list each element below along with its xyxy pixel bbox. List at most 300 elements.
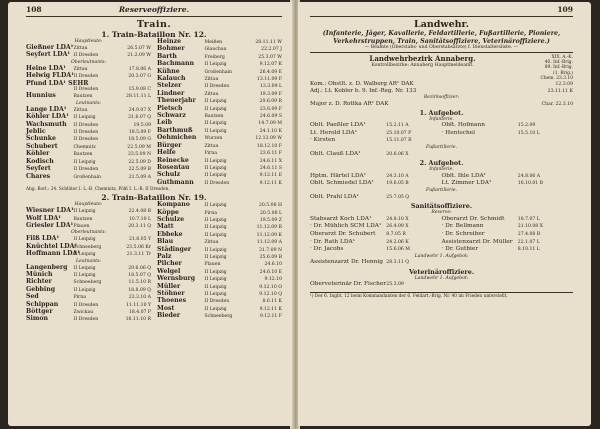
footnote: ¹) Der 6. Ingbt. 12 beim Kommandanten der 6. Feldart.-Brig. Nr. 40 im Frieden unterstellt.: [310, 292, 573, 299]
officer-cell: [442, 122, 574, 130]
officer-location: Plauen: [73, 223, 90, 229]
officer-name: Reinecke: [157, 156, 189, 164]
bezirk-header: [310, 55, 573, 81]
officer-row: [310, 180, 573, 188]
landwehr-title: Landwehr.: [414, 19, 469, 30]
officer-date: 24.6.11 S: [259, 165, 282, 171]
officer-location: Pirna: [204, 210, 217, 216]
officer-date: 21.5.09 A: [128, 174, 151, 180]
rank-heading: Hauptleute:: [74, 202, 103, 208]
officer-location: II Leipzig: [204, 292, 227, 297]
officer-location: II Dresden: [73, 53, 99, 59]
officer-name: Oberveterinär Dr. Fischer: [310, 281, 387, 288]
officer-name: Bürger: [157, 141, 182, 149]
officer-location: II Leipzig: [204, 269, 227, 275]
officer-name: Kompano: [157, 201, 190, 209]
officer-name: Griesler LDA¹: [26, 221, 74, 229]
officer-date: 31.7.09 N: [258, 247, 282, 253]
officer-cell: [310, 151, 442, 159]
officer-name: Schulz: [157, 171, 181, 179]
officer-name: Oblt. Prahl LDA¹: [310, 193, 359, 200]
officer-name: Oberarzt Dr. Schubert: [310, 230, 376, 237]
unit-column: [26, 202, 151, 324]
block-subheading: Infanterie.: [429, 116, 454, 122]
officer-location: II Leipzig: [204, 225, 227, 231]
officer-name: Assistenzarzt Dr. Müller: [441, 238, 513, 245]
officer-location: II Leipzig: [204, 284, 227, 290]
officer-date: 19.5.09: [133, 122, 151, 128]
officer-date: 28.11.11 L: [126, 94, 151, 100]
officer-name: Leib: [157, 119, 172, 127]
officer-date: 19.5.09 Z: [259, 217, 282, 223]
officer-location: II Leipzig: [73, 265, 96, 271]
block-subheading: Fußartillerie.: [426, 144, 457, 150]
officer-name: Stöhner: [157, 290, 185, 297]
officer-date: 15.2.09: [517, 123, 536, 129]
officer-name: Palz: [157, 252, 172, 260]
officer-location: Chemnitz: [73, 144, 96, 150]
officer-date: 19.6.05 B: [386, 181, 409, 187]
officer-date: 24.8.10 X: [386, 216, 409, 222]
officer-date: 8.7.05 R: [386, 231, 406, 237]
officer-location: Zittau: [73, 46, 88, 51]
officer-name: · Dr. Rath LDA¹: [310, 238, 356, 245]
officer-name: · Kirsten: [310, 137, 336, 144]
unit-title: 1. Train-Bataillon Nr. 12.: [101, 30, 207, 39]
left-page-number: 108: [26, 5, 42, 14]
landwehr-subtitle: (Infanterie, Jäger, Kavallerie, Feldartillerie, Fußartillerie, Pioniere, Verkehrstruppen, Train, Sanitätsoffiziere, Veterinäroffiziere.): [322, 30, 561, 45]
officer-name: Oberarzt Dr. Schmidt: [441, 215, 505, 222]
officer-location: Glauchau: [204, 47, 227, 53]
officer-name: Most: [157, 304, 175, 312]
officer-name: Heinze: [157, 38, 182, 45]
officer-row: [310, 194, 573, 202]
officer-row: [310, 122, 573, 130]
officer-name: Städinger: [157, 245, 192, 253]
officer-cell: [310, 246, 442, 254]
officer-row: [26, 251, 151, 258]
officer-name: Schunke: [26, 135, 56, 143]
left-running-head: [26, 5, 282, 15]
officer-date: 25.3.09: [386, 282, 404, 288]
officer-row: [310, 137, 573, 145]
officer-name: Assistenzarzt Dr. Hennig: [310, 259, 383, 266]
officer-date: 28.11.11 W: [255, 40, 282, 45]
officer-location: II Leipzig: [204, 106, 227, 112]
officer-name: Schubert: [26, 142, 58, 150]
officer-date: 9.12.10: [264, 277, 282, 283]
officer-row: [310, 239, 573, 247]
officer-name: Helfe: [157, 149, 176, 157]
officer-location: II Dresden: [73, 122, 99, 128]
officer-location: II Dresden: [73, 130, 99, 136]
officer-row: [310, 151, 573, 159]
officer-date: 24.2.06 K: [386, 239, 409, 245]
officer-location: II Leipzig: [204, 277, 227, 283]
officer-name: Simon: [26, 315, 48, 323]
officer-location: II Leipzig: [204, 165, 227, 171]
officer-date: 23.6.09 F: [259, 106, 282, 112]
officer-location: Zittau: [73, 66, 88, 72]
officer-row: [310, 281, 573, 289]
officer-name: Seyfert LDA¹: [26, 51, 71, 59]
officer-date: 18.5.09 G: [128, 137, 151, 143]
officer-name: Gießner LDA¹: [26, 44, 74, 51]
rank-heading: Hauptleute:: [74, 39, 103, 44]
officer-cell: [442, 130, 574, 138]
officer-date: 22.1.07 L: [517, 239, 540, 245]
officer-name: Sed: [26, 293, 39, 301]
officer-name: Schippan: [26, 300, 59, 308]
officer-cell: [310, 259, 442, 267]
officer-location: Schneeberg: [73, 244, 102, 250]
unit-columns: [26, 202, 282, 324]
bezirk-side-info: [535, 55, 573, 81]
officer-name: Oblt. Schmiedel LDA¹: [310, 180, 374, 187]
officer-cell: [442, 246, 574, 254]
officer-date: 24.6.09 S: [259, 114, 282, 120]
officer-name: Lt. Zimmer LDA¹: [441, 180, 492, 187]
officer-location: Bautzen: [73, 94, 93, 100]
officer-name: Oblt. Ihle LDA¹: [441, 172, 486, 179]
officer-name: · Dr. Gutbier: [441, 246, 479, 253]
left-running-title: Reserveoffiziere.: [118, 5, 190, 14]
right-head-rule: [310, 16, 573, 17]
officer-date: 9.12.11 K: [259, 306, 282, 312]
officer-name: Oehmichen: [157, 134, 197, 142]
officer-date: 20.3.07 G: [128, 74, 151, 80]
officer-name: Welgel: [157, 267, 181, 275]
block-subheading: Infanterie.: [429, 167, 454, 173]
officer-name: Knüchtel LDA¹: [26, 242, 78, 250]
officer-date: 15.5.10 L: [517, 130, 540, 136]
officer-location: Bautzen: [73, 152, 93, 158]
officer-location: Pirna: [204, 151, 217, 157]
officer-name: Schwarz: [157, 112, 186, 120]
officer-location: II Leipzig: [204, 62, 227, 68]
bezirksoffizier-line: Major z. D. Rottka AR¹ DAK Char. 22.3.10: [310, 100, 573, 107]
officer-location: II Dresden: [73, 137, 99, 143]
officer-date: 14.7.09 M: [258, 121, 282, 127]
unit-columns: [26, 39, 282, 187]
officer-row: [157, 217, 282, 224]
officer-date: 21.3.11 Tr: [126, 252, 151, 258]
officer-name: Wernsburg: [157, 275, 196, 283]
officer-cell: [442, 216, 574, 224]
officer-date: 16.11.10 R: [125, 317, 151, 323]
officer-date: 15.6.06 M: [386, 247, 410, 253]
officer-location: Pirna: [73, 295, 86, 301]
officer-date: 22.5.09 M: [127, 144, 151, 150]
officer-name: Jeblic: [26, 128, 46, 136]
officer-name: Barth: [157, 52, 177, 60]
officer-name: Münich: [26, 270, 53, 278]
officer-name: Thoenes: [157, 297, 187, 305]
kom-line: Kom.: Obstlt. z. D. Walberg AR¹ DAK 12.3.09: [310, 81, 573, 88]
bezirk-side-line: 40. Inf.-Brig.: [544, 60, 573, 66]
officer-location: II Leipzig: [73, 272, 96, 278]
officer-date: 23.3.10 A: [128, 295, 151, 301]
officer-name: Guthmann: [157, 178, 194, 186]
officer-date: 19.3.09 F: [259, 91, 282, 97]
officer-date: 13.3.09 L: [259, 84, 282, 90]
officer-location: II Dresden: [73, 74, 99, 80]
rank-heading: Leutnants:: [76, 258, 101, 264]
officer-name: Stabsarzt Koch LDA¹: [310, 215, 372, 222]
officer-date: 11.11.10 Y: [126, 302, 151, 308]
left-units: [26, 30, 282, 324]
officer-cell: [310, 180, 442, 188]
left-page: [8, 2, 292, 426]
officer-date: 18.7.07 L: [517, 216, 540, 222]
officer-name: Stelzer: [157, 82, 182, 90]
officer-date: 9.12.10 O: [259, 284, 282, 290]
officer-name: Böttger: [26, 308, 53, 315]
officer-row: [157, 232, 282, 239]
officer-date: 21.6.07 Q: [128, 115, 151, 121]
officer-name: · Hentschel: [441, 129, 475, 136]
officer-date: 11.5.10 R: [128, 280, 151, 286]
officer-name: Richter: [26, 278, 52, 286]
block-subheading: Landwehr 1. Aufgebot:: [414, 275, 469, 281]
officer-row: [310, 231, 573, 239]
officer-date: 26.4.09 X: [386, 224, 409, 230]
officer-date: 18.5.07 Q: [128, 272, 151, 278]
officer-cell: [442, 223, 574, 231]
officer-date: 24.3.10 A: [386, 173, 409, 179]
adj-line: Adj.: Lt. Kobler b. 9. Inf.-Reg. Nr. 133 23.11.11 K: [310, 88, 573, 95]
officer-row: [157, 247, 282, 254]
officer-date: 9.12.07 K: [259, 62, 282, 68]
officer-date: 8.6.11 K: [262, 299, 282, 305]
officer-name: Kodisch: [26, 157, 54, 165]
officer-row: [26, 93, 151, 100]
officer-name: · Dr. Jacobs: [310, 246, 344, 253]
officer-date: 23.5.09 N: [127, 152, 151, 158]
right-page: [298, 2, 591, 426]
right-mid-rule: [310, 52, 573, 53]
officer-row: [26, 316, 151, 323]
officer-date: 10.7.10 L: [128, 216, 151, 222]
officer-name: Hptm. Härtel LDA¹: [310, 172, 367, 179]
officer-row: [26, 174, 151, 181]
officer-date: 20.5.08 L: [259, 210, 282, 216]
officer-name: Lange LDA¹: [26, 105, 67, 113]
officer-date: 13.11.09 F: [256, 77, 282, 83]
officer-date: 21.2.09 W: [127, 53, 151, 59]
left-head-rule: [26, 16, 282, 17]
officer-name: Kühne: [157, 67, 180, 75]
rank-heading: Oberleutnants:: [70, 230, 107, 236]
officer-date: 11.12.09 K: [256, 232, 282, 238]
block-heading: Sanitätsoffiziere.: [410, 202, 473, 211]
officer-location: II Leipzig: [204, 247, 227, 253]
unit-column: [157, 39, 282, 187]
officer-cell: [310, 130, 442, 138]
officer-location: Plauen: [204, 262, 221, 268]
officer-date: 27.4.08 R: [517, 231, 541, 237]
officer-location: II Leipzig: [73, 287, 96, 293]
officer-name: Chares: [26, 172, 51, 180]
officer-date: 24.9.07 X: [128, 107, 151, 113]
officer-name: Pfund LDA¹ SEHR: [26, 79, 89, 87]
officer-name: Köhler LDA¹: [26, 113, 69, 121]
officer-date: 9.12.11 F: [259, 314, 282, 320]
officer-name: Filß LDA¹: [26, 235, 60, 243]
officer-name: · Dr. Bellmann: [441, 223, 484, 230]
officer-location: Bautzen: [73, 216, 93, 222]
officer-name: Oblt. Hofmann: [441, 122, 485, 129]
officer-cell: [310, 223, 442, 231]
officer-location: Schneeberg: [73, 280, 102, 286]
officer-name: Oblt. Clauß LDA¹: [310, 150, 361, 157]
officer-name: Helwig FLDA¹: [26, 72, 74, 80]
officer-location: II Leipzig: [73, 209, 96, 215]
officer-name: Bohmer: [157, 45, 185, 53]
officer-date: 24.6.11 X: [259, 158, 282, 164]
rank-heading: Leutnants:: [76, 100, 101, 106]
officer-location: II Dresden: [204, 299, 230, 305]
officer-row: [157, 113, 282, 120]
bezirksoffizier-head: Bezirksoffizier:: [423, 95, 460, 101]
officer-location: II Leipzig: [204, 232, 227, 238]
right-page-number: 109: [557, 5, 573, 14]
block-subheading: Landwehr 1. Aufgebot:: [414, 253, 469, 259]
officer-location: II Leipzig: [204, 254, 227, 260]
officer-date: 24.6.10 E: [259, 269, 282, 275]
officer-location: Bautzen: [204, 114, 224, 120]
landwehr-subtitle-small: — Beamte (Oberstabs- und Oberstabsärzte) f. Dienstaltersliste. —: [364, 45, 519, 50]
officer-date: 25.10.07 P: [386, 130, 412, 136]
officer-date: 20.3.11 Q: [128, 223, 151, 229]
officer-row: [26, 52, 151, 59]
officer-name: Theuerjahr: [157, 97, 196, 105]
officer-location: II Dresden: [204, 84, 230, 90]
officer-name: Schulze: [157, 215, 185, 223]
officer-date: 26.5.07 W: [127, 46, 151, 51]
officer-cell: [442, 239, 574, 247]
officer-date: 18.5.09 F: [128, 130, 151, 136]
officer-location: Zwickau: [73, 310, 94, 315]
officer-row: [310, 259, 573, 267]
officer-name: Wachsmuth: [26, 120, 67, 128]
officer-name: Gebbing: [26, 285, 56, 293]
officer-cell: [310, 194, 442, 202]
bezirk-side-line: (1. Brig.): [553, 70, 573, 76]
officer-row: [310, 223, 573, 231]
officer-location: II Dresden: [73, 167, 99, 173]
officer-cell: [442, 231, 574, 239]
officer-date: 11.12.09 A: [256, 240, 282, 246]
officer-location: II Dresden: [73, 302, 99, 308]
officer-date: 20.6.09 R: [259, 99, 282, 105]
officer-location: II Dresden: [73, 317, 99, 323]
officer-name: Müller: [157, 282, 181, 290]
rank-heading: Oberleutnants:: [70, 59, 107, 65]
bezirk-side-line: Chem. 23.3.10: [540, 75, 573, 81]
unit-title: 2. Train-Bataillon Nr. 19.: [101, 193, 207, 203]
officer-name: Kalauch: [157, 75, 186, 83]
officer-name: Lt. Herold LDA¹: [310, 129, 358, 136]
officer-name: Seyfert: [26, 165, 51, 173]
officer-name: · Dr. Mühlich SCM LDA¹: [310, 223, 382, 230]
officer-location: II Leipzig: [204, 121, 227, 127]
officer-row: [157, 180, 282, 187]
officer-location: II Leipzig: [204, 99, 227, 105]
officer-name: Hoffmann LDA¹: [26, 250, 80, 258]
officer-location: Schneeberg: [204, 314, 233, 320]
officer-date: 9.12.10 Q: [259, 292, 282, 297]
officer-location: Zittau: [204, 240, 219, 246]
officer-date: 26.4.09 E: [259, 69, 282, 75]
officer-name: Wolf LDA¹: [26, 214, 61, 222]
officer-location: Freiberg: [204, 54, 225, 60]
officer-date: 20.6.06 X: [386, 151, 409, 157]
officer-cell: [310, 281, 442, 289]
officer-date: 18.4.07 P: [128, 310, 151, 315]
officer-date: 21.8.05 Y: [128, 237, 151, 243]
officer-cell: [310, 231, 442, 239]
officer-date: 24.6.10: [264, 262, 282, 268]
officer-date: 22.4.08 B: [128, 209, 151, 215]
officer-date: 25.3.07 W: [258, 54, 282, 60]
officer-name: Lindner: [157, 89, 185, 97]
officer-cell: [310, 239, 442, 247]
bezirk-side-line: XIX. A.-K.: [551, 55, 573, 60]
bezirk-title: Landwehrbezirk Annaberg.: [369, 54, 476, 63]
officer-location: II Leipzig: [204, 158, 227, 164]
officer-location: II Leipzig: [73, 159, 96, 165]
officer-date: 24.8.06 A: [517, 173, 541, 179]
officer-date: 25.6.09 B: [259, 254, 282, 260]
block-subheading: Fußartillerie.: [426, 187, 457, 193]
officer-name: Blau: [157, 238, 174, 246]
bezirk-sub: Kontrollbezirke: Annaberg Hauptmeldeamt.: [371, 63, 474, 68]
officer-date: 20.5.08 H: [258, 203, 282, 209]
block-subheading: Reserve:: [431, 210, 452, 216]
officer-date: 17.8.06 A: [128, 66, 151, 72]
officer-date: 29.6.06 Q: [128, 265, 151, 271]
officer-date: 22.5.09 D: [128, 159, 151, 165]
officer-date: 23.5.06 Kr: [126, 244, 151, 250]
officer-location: II Leipzig: [73, 237, 96, 243]
officer-name: Rosentau: [157, 163, 190, 171]
officer-date: 12.12.09 W: [255, 136, 282, 142]
officer-name: Matt: [157, 223, 174, 231]
unit-column: [26, 39, 151, 187]
officer-location: II Dresden: [73, 87, 99, 93]
officer-date: 25.7.05 Q: [386, 194, 410, 200]
officer-name: Pilcher: [157, 260, 182, 268]
officer-date: 15.2.11 A: [386, 123, 409, 129]
officer-location: II Leipzig: [73, 252, 96, 258]
bezirk-side-line: 89. Inf.-Brig.: [544, 65, 573, 71]
officer-location: II Leipzig: [204, 173, 227, 179]
officer-row: [26, 287, 151, 294]
officer-row: [157, 298, 282, 305]
officer-date: 9.12.11 E: [259, 173, 282, 179]
officer-date: 18.12.10 F: [256, 143, 282, 149]
officer-location: Zittau: [204, 143, 219, 149]
unit-column: [157, 202, 282, 324]
officer-date: 9.12.11 K: [259, 180, 282, 186]
officer-name: Pietsch: [157, 104, 183, 112]
unit-note: Abg. Borl.: 24. Schlüter I. L.-B. Chemnitz, Pölß I. L.-B. II Dresden.: [26, 187, 170, 193]
officer-location: Wurzen: [204, 136, 223, 142]
officer-location: II Leipzig: [73, 115, 96, 121]
section-title-train: Train.: [136, 19, 172, 30]
officer-date: 23.6.11 F: [259, 151, 282, 157]
